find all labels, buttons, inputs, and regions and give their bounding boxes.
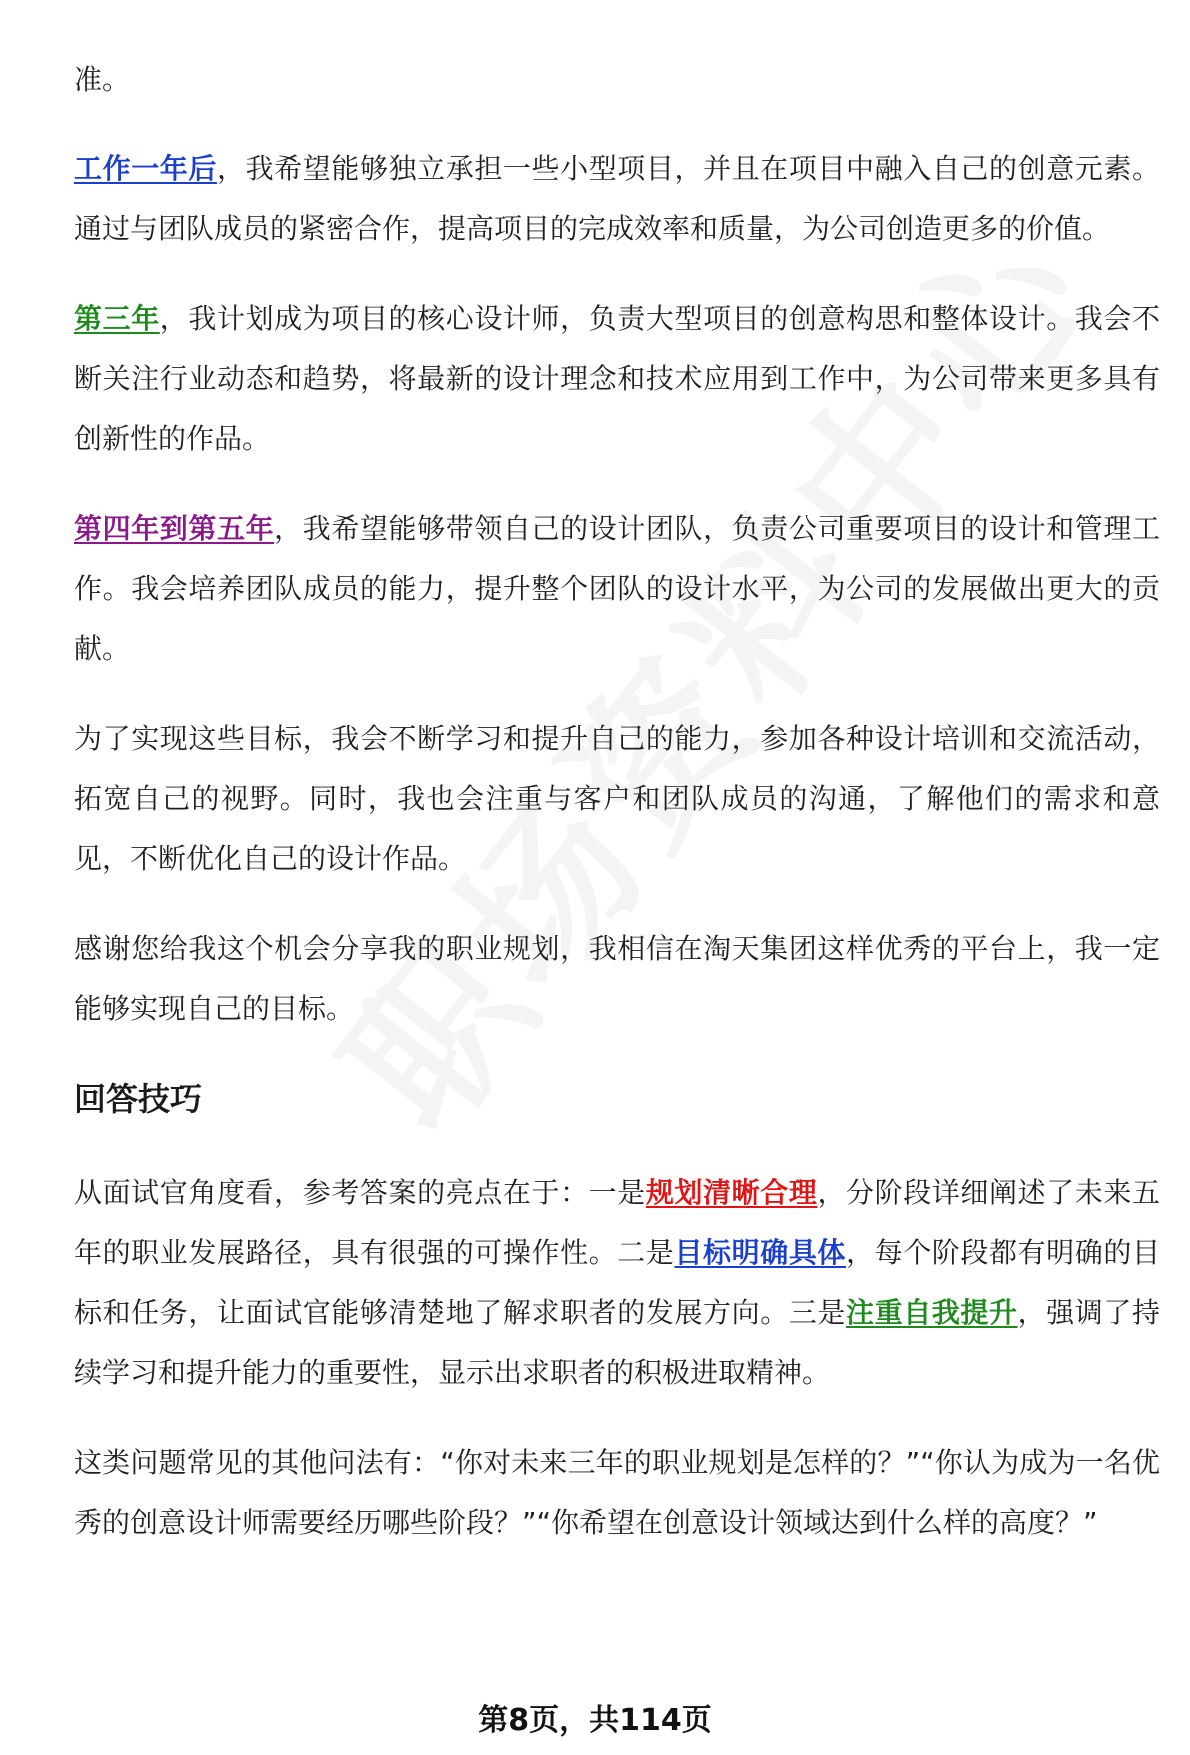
highlight-clear-goals: 目标明确具体	[674, 1236, 847, 1269]
paragraph-year-three-text: ，我计划成为项目的核心设计师，负责大型项目的创意构思和整体设计。我会不断关注行业动态和趋势，将最新的设计理念和技术应用到工作中，为公司带来更多具有创新性的作品。	[74, 302, 1160, 455]
paragraph-year-one-text: ，我希望能够独立承担一些小型项目，并且在项目中融入自己的创意元素。通过与团队成员的紧密合作，提高项目的完成效率和质量，为公司创造更多的价值。	[74, 152, 1160, 245]
highlight-year-three: 第三年	[74, 302, 160, 335]
paragraph-year-three	[74, 289, 1160, 469]
highlight-clear-plan: 规划清晰合理	[645, 1176, 818, 1209]
paragraph-tips	[74, 1163, 1160, 1403]
tips-text-b: ，分阶段详细阐述了未来五年的职业发展路径，具有很强的可操作性。二是	[74, 1176, 1160, 1269]
highlight-year-one: 工作一年后	[74, 152, 217, 185]
paragraph-goals: 为了实现这些目标，我会不断学习和提升自己的能力，参加各种设计培训和交流活动，拓宽自己的视野。同时，我也会注重与客户和团队成员的沟通，了解他们的需求和意见，不断优化自己的设计作品。	[74, 722, 1160, 875]
tips-text-d: ，强调了持续学习和提升能力的重要性，显示出求职者的积极进取精神。	[74, 1296, 1160, 1389]
paragraph-year-four-five	[74, 499, 1160, 679]
section-heading: 回答技巧	[74, 1080, 203, 1118]
paragraph-year-four-five-text: ，我希望能够带领自己的设计团队，负责公司重要项目的设计和管理工作。我会培养团队成员的能力，提升整个团队的设计水平，为公司的发展做出更大的贡献。	[74, 512, 1160, 665]
page-content	[74, 50, 1160, 1583]
paragraph-continuation: 准。	[74, 63, 131, 96]
paragraph-year-one	[74, 139, 1160, 259]
tips-text-a: 从面试官角度看，参考答案的亮点在于：一是	[74, 1176, 646, 1209]
highlight-self-improvement: 注重自我提升	[846, 1296, 1018, 1329]
paragraph-thanks: 感谢您给我这个机会分享我的职业规划，我相信在淘天集团这样优秀的平台上，我一定能够实现自己的目标。	[74, 932, 1160, 1025]
page-number: 第8页，共114页	[478, 1703, 712, 1738]
tips-text-c: ，每个阶段都有明确的目标和任务，让面试官能够清楚地了解求职者的发展方向。三是	[74, 1236, 1160, 1329]
highlight-year-four-five: 第四年到第五年	[74, 512, 275, 545]
paragraph-other-questions: 这类问题常见的其他问法有：“你对未来三年的职业规划是怎样的？”“你认为成为一名优秀的创意设计师需要经历哪些阶段？”“你希望在创意设计领域达到什么样的高度？”	[74, 1446, 1160, 1539]
